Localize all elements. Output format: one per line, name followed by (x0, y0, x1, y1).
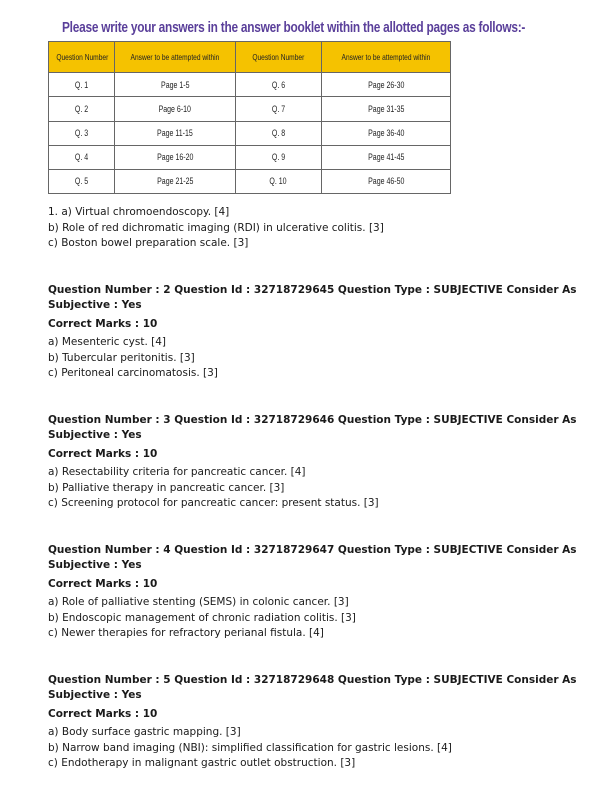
sub-question: a) Resectability criteria for pancreatic cancer. [4] (48, 466, 306, 478)
question-subjective: Subjective : Yes (48, 299, 142, 311)
question-subjective: Subjective : Yes (48, 559, 142, 571)
table-cell: Page 21-25 (115, 169, 236, 193)
table-cell: Page 6-10 (115, 97, 236, 121)
table-header-cell: Question Number (236, 42, 322, 73)
page-allotment-table (48, 41, 451, 194)
question-marks: Correct Marks : 10 (48, 707, 158, 720)
question-block (48, 673, 577, 772)
table-cell: Q. 8 (236, 121, 322, 145)
sub-question: b) Tubercular peritonitis. [3] (48, 351, 195, 364)
table-row (49, 169, 451, 193)
table-cell: Page 46-50 (322, 169, 451, 193)
table-header-cell: Question Number (49, 42, 115, 73)
question-marks: Correct Marks : 10 (48, 317, 158, 330)
table-cell: Page 16-20 (115, 145, 236, 169)
sub-question: c) Endotherapy in malignant gastric outlet obstruction. [3] (48, 757, 356, 769)
question-subjective: Subjective : Yes (48, 429, 142, 441)
table-cell: Page 1-5 (115, 73, 236, 97)
question-marks: Correct Marks : 10 (48, 447, 158, 460)
sub-question: c) Boston bowel preparation scale. [3] (48, 237, 249, 249)
question-header: Question Number : 4 Question Id : 32718729647 Question Type : SUBJECTIVE Consider As (48, 543, 577, 556)
question-header: Question Number : 3 Question Id : 32718729646 Question Type : SUBJECTIVE Consider As (48, 413, 577, 426)
table-cell: Page 36-40 (322, 121, 451, 145)
table-cell: Q. 9 (236, 145, 322, 169)
sub-question: b) Palliative therapy in pancreatic cancer. [3] (48, 481, 285, 494)
table-cell: Page 31-35 (322, 97, 451, 121)
table-row (49, 73, 451, 97)
table-cell: Q. 6 (236, 73, 322, 97)
sub-question: b) Narrow band imaging (NBI): simplified classification for gastric lesions. [4] (48, 741, 452, 754)
sub-question: c) Screening protocol for pancreatic cancer: present status. [3] (48, 497, 379, 509)
sub-question: a) Role of palliative stenting (SEMS) in colonic cancer. [3] (48, 596, 349, 608)
question-block (48, 413, 577, 512)
table-header-cell: Answer to be attempted within (322, 42, 451, 73)
table-header-cell: Answer to be attempted within (115, 42, 236, 73)
table-cell: Q. 7 (236, 97, 322, 121)
sub-question: a) Body surface gastric mapping. [3] (48, 726, 241, 738)
question-header: Question Number : 2 Question Id : 32718729645 Question Type : SUBJECTIVE Consider As (48, 283, 577, 296)
question-content (48, 205, 577, 772)
question-1-items (48, 205, 568, 252)
table-cell: Page 41-45 (322, 145, 451, 169)
sub-question: b) Role of red dichromatic imaging (RDI) in ulcerative colitis. [3] (48, 221, 384, 234)
question-marks: Correct Marks : 10 (48, 577, 158, 590)
sub-question: b) Endoscopic management of chronic radiation colitis. [3] (48, 611, 356, 624)
sub-question: 1. a) Virtual chromoendoscopy. [4] (48, 206, 230, 218)
table-row (49, 121, 451, 145)
question-block (48, 543, 577, 642)
question-subjective: Subjective : Yes (48, 689, 142, 701)
table-cell: Q. 3 (49, 121, 115, 145)
table-cell: Q. 2 (49, 97, 115, 121)
table-cell: Page 11-15 (115, 121, 236, 145)
question-header: Question Number : 5 Question Id : 32718729648 Question Type : SUBJECTIVE Consider As (48, 673, 577, 686)
table-cell: Page 26-30 (322, 73, 451, 97)
table-row (49, 97, 451, 121)
allotment-instruction-title: Please write your answers in the answer booklet within the allotted pages as follows:- (62, 20, 526, 36)
table-cell: Q. 5 (49, 169, 115, 193)
sub-question: c) Peritoneal carcinomatosis. [3] (48, 367, 218, 379)
question-block (48, 283, 577, 382)
table-header-row (49, 42, 451, 73)
sub-question: a) Mesenteric cyst. [4] (48, 336, 167, 348)
sub-question: c) Newer therapies for refractory perianal fistula. [4] (48, 627, 324, 639)
table-cell: Q. 4 (49, 145, 115, 169)
table-cell: Q. 1 (49, 73, 115, 97)
table-row (49, 145, 451, 169)
table-cell: Q. 10 (236, 169, 322, 193)
